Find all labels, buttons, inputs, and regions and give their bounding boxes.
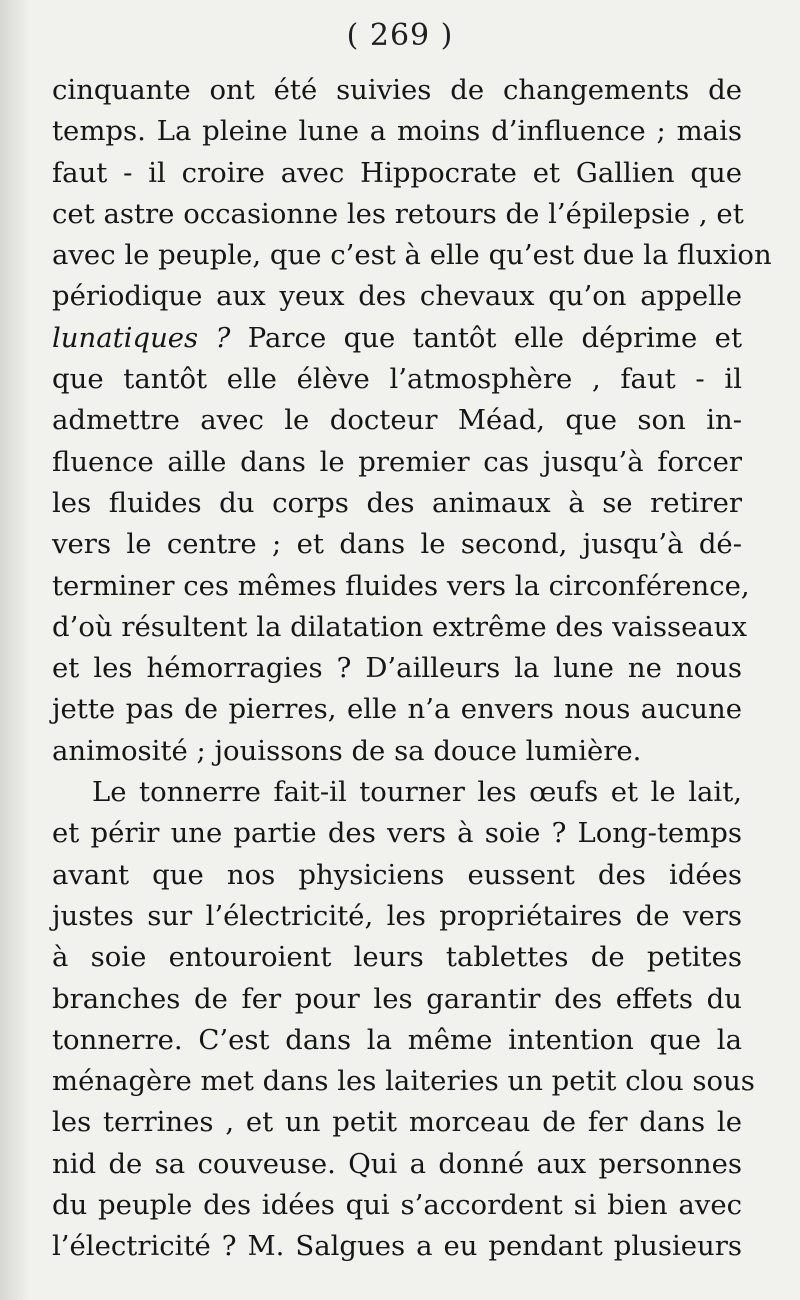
text-line bbox=[52, 400, 742, 441]
text-line-content: et les hémorragies ? D’ailleurs la lune ne nous bbox=[52, 652, 742, 685]
text-line-content: avec le peuple, que c’est à elle qu’est due la fluxion bbox=[52, 239, 772, 272]
text-line bbox=[52, 1185, 742, 1226]
body-text bbox=[52, 70, 772, 1268]
text-line-content: et périr une partie des vers à soie ? Long-temps bbox=[52, 817, 742, 850]
text-line bbox=[52, 689, 742, 730]
text-line-content: les terrines , et un petit morceau de fer dans le bbox=[52, 1106, 742, 1139]
text-line-content: que tantôt elle élève l’atmosphère , faut - il bbox=[52, 363, 742, 396]
text-line bbox=[52, 483, 742, 524]
text-line bbox=[52, 813, 742, 854]
text-line-content: d’où résultent la dilatation extrême des vaisseaux bbox=[52, 610, 747, 643]
text-line-content: nid de sa couveuse. Qui a donné aux personnes bbox=[52, 1147, 742, 1180]
text-line-paragraph-start bbox=[52, 772, 742, 813]
text-line bbox=[52, 855, 742, 896]
text-line-content: Parce que tantôt elle déprime et bbox=[230, 321, 742, 354]
text-line-content: cet astre occasionne les retours de l’épilepsie , et bbox=[52, 197, 744, 230]
text-line bbox=[52, 937, 742, 978]
text-line-content: temps. La pleine lune a moins d’influence ; mais bbox=[52, 115, 742, 148]
text-line bbox=[52, 607, 747, 648]
text-line bbox=[52, 111, 742, 152]
text-line-content: terminer ces mêmes fluides vers la circonférence, bbox=[52, 569, 750, 602]
text-line bbox=[52, 731, 742, 772]
text-line-content: l’électricité ? M. Salgues a eu pendant plusieurs bbox=[52, 1230, 742, 1263]
text-line-content: fluence aille dans le premier cas jusqu’à forcer bbox=[52, 445, 742, 478]
text-line bbox=[52, 1020, 742, 1061]
text-line-content: vers le centre ; et dans le second, jusqu’à dé- bbox=[52, 528, 742, 561]
text-line bbox=[52, 566, 750, 607]
text-line bbox=[52, 70, 742, 111]
text-line bbox=[52, 1102, 742, 1143]
text-line-content: admettre avec le docteur Méad, que son in- bbox=[52, 404, 742, 437]
text-line-content: Le tonnerre fait-il tourner les œufs et le lait, bbox=[92, 776, 742, 809]
italic-term: lunatiques ? bbox=[52, 321, 231, 354]
text-line bbox=[52, 524, 742, 565]
text-line bbox=[52, 648, 742, 689]
text-line-content: jette pas de pierres, elle n’a envers nous aucune bbox=[52, 693, 742, 726]
text-line bbox=[52, 318, 742, 359]
page-number: ( 269 ) bbox=[346, 18, 454, 53]
text-line-content: à soie entouroient leurs tablettes de petites bbox=[52, 941, 742, 974]
text-line-content: périodique aux yeux des chevaux qu’on appelle bbox=[52, 280, 742, 313]
text-line bbox=[52, 979, 742, 1020]
text-line-content: animosité ; jouissons de sa douce lumière. bbox=[52, 734, 642, 767]
text-line bbox=[52, 1144, 742, 1185]
text-line bbox=[52, 235, 772, 276]
text-line-content: ménagère met dans les laiteries un petit clou sous bbox=[52, 1065, 755, 1098]
page-edge-shadow bbox=[0, 0, 30, 1300]
text-line bbox=[52, 359, 742, 400]
text-line bbox=[52, 153, 742, 194]
text-line-content: tonnerre. C’est dans la même intention que la bbox=[52, 1023, 742, 1056]
text-line-content: faut - il croire avec Hippocrate et Gallien que bbox=[52, 156, 742, 189]
text-line bbox=[52, 1226, 742, 1267]
text-line-content: les fluides du corps des animaux à se retirer bbox=[52, 486, 742, 519]
text-line bbox=[52, 276, 742, 317]
text-line bbox=[52, 442, 742, 483]
text-line-content: du peuple des idées qui s’accordent si bien avec bbox=[52, 1189, 742, 1222]
text-line-content: branches de fer pour les garantir des effets du bbox=[52, 982, 742, 1015]
text-line bbox=[52, 896, 742, 937]
text-line-content: cinquante ont été suivies de changements de bbox=[52, 74, 742, 106]
text-line bbox=[52, 1061, 755, 1102]
text-line-content: justes sur l’électricité, les propriétaires de vers bbox=[52, 899, 742, 932]
text-line bbox=[52, 194, 742, 235]
text-line-content: avant que nos physiciens eussent des idées bbox=[52, 858, 742, 891]
